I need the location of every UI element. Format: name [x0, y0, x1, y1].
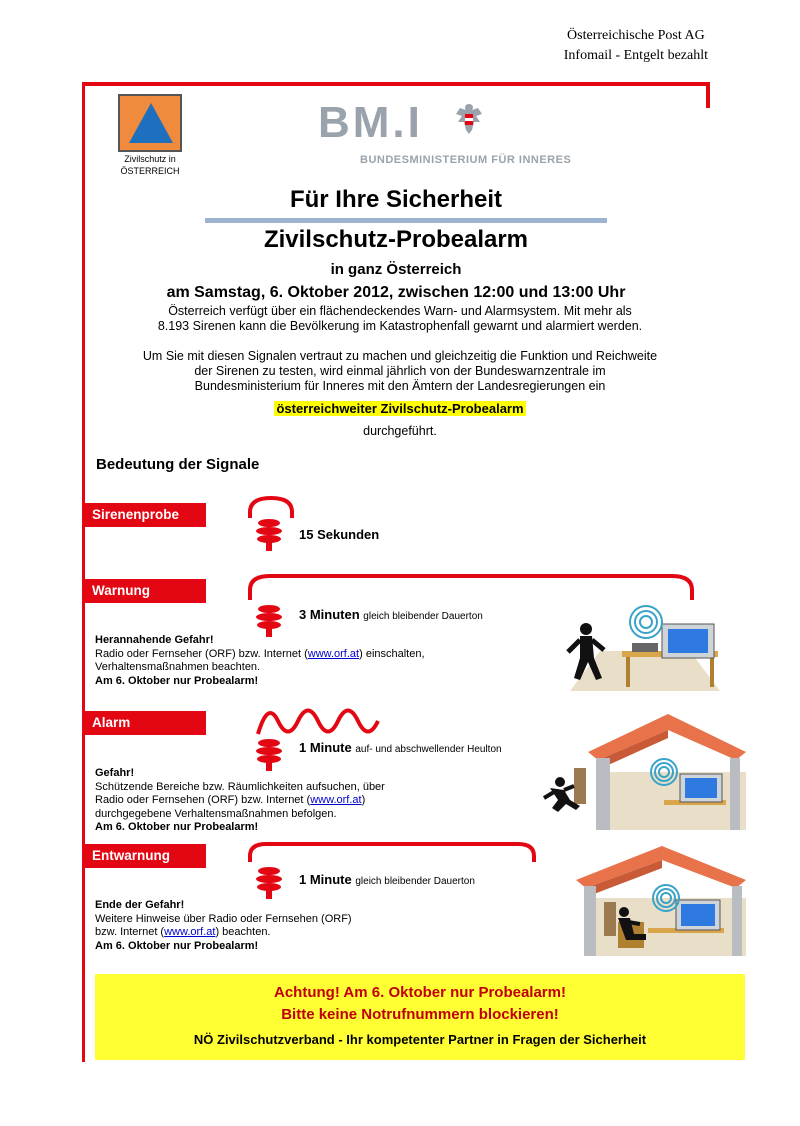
subtitle-oesterreich: in ganz Österreich	[330, 261, 462, 278]
duration-warnung	[299, 607, 483, 622]
intro-paragraph-3: durchgeführt.	[363, 424, 437, 438]
alarm-line2: Radio oder Fernsehen (ORF) bzw. Internet (	[95, 794, 311, 806]
highlight-probealarm	[250, 400, 550, 418]
desc-warnung	[95, 634, 495, 688]
intro-p1-line2: 8.193 Sirenen kann die Bevölkerung im Katastrophenfall gewarnt und alarmiert werden.	[157, 319, 643, 333]
tag-warnung: Warnung	[84, 579, 206, 603]
illustration-alarm	[540, 708, 750, 834]
postage-line2: Infomail - Entgelt bezahlt	[563, 48, 708, 63]
frame-top-line	[82, 82, 710, 86]
entwarnung-note: Am 6. Oktober nur Probealarm!	[95, 939, 259, 952]
duration-alarm-note: auf- und abschwellender Heulton	[355, 744, 502, 755]
frame-left-line	[82, 82, 85, 1062]
title-divider	[205, 218, 607, 223]
duration-entwarnung-note: gleich bleibender Dauerton	[355, 876, 475, 887]
duration-entwarnung	[299, 872, 475, 887]
duration-sirenenprobe: 15 Sekunden	[299, 527, 380, 542]
postage-line1: Österreichische Post AG	[567, 28, 705, 43]
link-orf-warnung[interactable]: www.orf.at	[307, 647, 360, 660]
alarm-heading: Gefahr!	[95, 767, 135, 779]
intro-paragraph-2	[110, 349, 690, 394]
warnung-heading: Herannahende Gefahr!	[95, 634, 214, 646]
duration-alarm-value: 1 Minute	[299, 740, 352, 755]
warnung-line2: Verhaltensmaßnahmen beachten.	[95, 661, 261, 673]
duration-warnung-value: 3 Minuten	[299, 607, 360, 622]
signals-heading: Bedeutung der Signale	[96, 456, 260, 473]
zivilschutz-line2: ÖSTERREICH	[120, 166, 180, 176]
entwarnung-line2-end: ) beachten.	[215, 926, 271, 938]
zivilschutz-logo-text	[104, 153, 196, 177]
duration-alarm	[299, 740, 502, 755]
intro-p1-line1: Österreich verfügt über ein flächendeckendes Warn- und Alarmsystem. Mit mehr als	[168, 304, 632, 318]
footer-line1: Achtung! Am 6. Oktober nur Probealarm!	[274, 984, 566, 1001]
postage-info	[564, 26, 708, 66]
tag-entwarnung: Entwarnung	[84, 844, 206, 868]
footer-line3: NÖ Zivilschutzverband - Ihr kompetenter Partner in Fragen der Sicherheit	[193, 1032, 647, 1047]
bmi-logo-mark: BM.I	[318, 98, 423, 147]
alarm-note: Am 6. Oktober nur Probealarm!	[95, 821, 259, 833]
entwarnung-heading: Ende der Gefahr!	[95, 899, 185, 911]
warnung-note: Am 6. Oktober nur Probealarm!	[95, 674, 259, 687]
austrian-eagle-icon	[454, 100, 484, 136]
duration-warnung-note: gleich bleibender Dauerton	[363, 611, 483, 622]
bmi-subtitle: BUNDESMINISTERIUM FÜR INNERES	[360, 154, 572, 166]
intro-p2-line2: der Sirenen zu testen, wird einmal jährlich von der Bundeswarnzentrale im	[194, 364, 606, 378]
zivilschutz-logo	[118, 94, 182, 152]
intro-p2-line1: Um Sie mit diesen Signalen vertraut zu machen und gleichzeitig die Funktion und Reichweite	[142, 349, 658, 363]
title-probealarm: Zivilschutz-Probealarm	[263, 226, 529, 253]
alarm-line1: Schützende Bereiche bzw. Räumlichkeiten aufsuchen, über	[95, 780, 385, 793]
tag-sirenenprobe: Sirenenprobe	[84, 503, 206, 527]
zivilschutz-line1: Zivilschutz in	[124, 154, 176, 164]
warning-footer-box	[95, 974, 745, 1060]
signal-entwarnung-line	[246, 840, 538, 864]
alarm-line2-end: )	[361, 794, 366, 806]
link-orf-entwarnung[interactable]: www.orf.at	[164, 926, 216, 938]
illustration-warnung	[560, 596, 730, 706]
intro-p2-line3: Bundesministerium für Inneres mit den Ämtern der Landesregierungen ein	[194, 379, 606, 393]
signal-wave	[256, 704, 382, 738]
siren-icon	[253, 604, 285, 638]
warnung-line1-end: ) einschalten,	[359, 647, 425, 660]
siren-icon	[253, 866, 285, 900]
signal-short-arc	[246, 494, 296, 520]
tag-alarm: Alarm	[84, 711, 206, 735]
footer-line2: Bitte keine Notrufnummern blockieren!	[281, 1006, 559, 1023]
duration-entwarnung-value: 1 Minute	[299, 872, 352, 887]
title-sicherheit: Für Ihre Sicherheit	[289, 186, 503, 213]
entwarnung-line1: Weitere Hinweise über Radio oder Fernsehen (ORF)	[95, 912, 352, 925]
intro-paragraph-1	[110, 304, 690, 334]
frame-right-line	[706, 82, 710, 108]
civil-defense-triangle-icon	[126, 100, 176, 146]
desc-alarm	[95, 767, 495, 835]
warnung-line1: Radio oder Fernseher (ORF) bzw. Internet (	[95, 647, 308, 660]
siren-icon	[253, 518, 285, 552]
link-orf-alarm[interactable]: www.orf.at	[310, 794, 362, 806]
entwarnung-line2: bzw. Internet (	[95, 926, 165, 938]
date-line: am Samstag, 6. Oktober 2012, zwischen 12:00 und 13:00 Uhr	[166, 284, 626, 301]
alarm-line3: durchgegebene Verhaltensmaßnahmen befolgen.	[95, 807, 337, 820]
illustration-entwarnung	[570, 842, 750, 960]
desc-entwarnung	[95, 899, 495, 953]
highlight-text: österreichweiter Zivilschutz-Probealarm	[276, 401, 524, 416]
